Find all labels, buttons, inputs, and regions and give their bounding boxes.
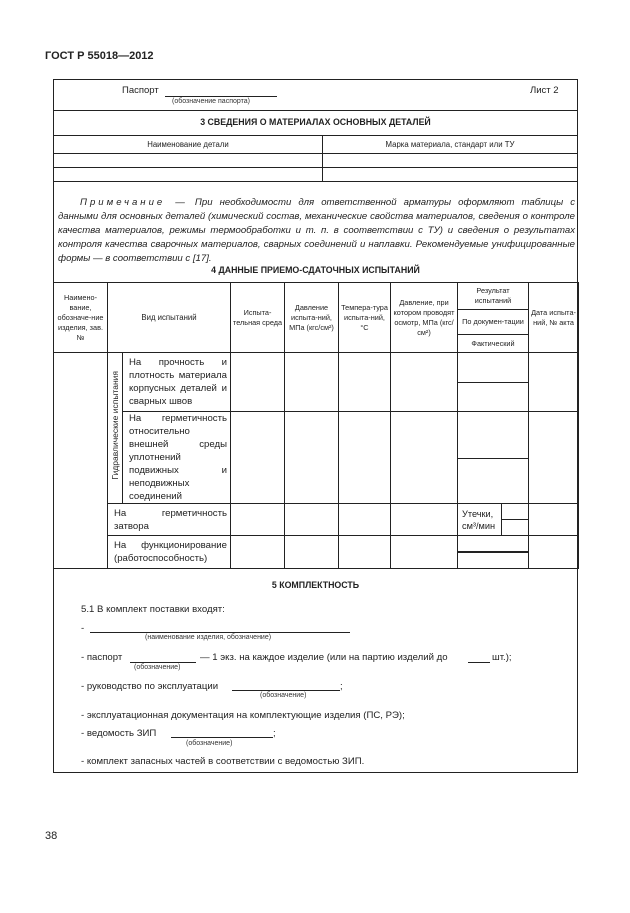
materials-col-part: Наименование детали [54,136,323,154]
item5-caption: (обозначение) [186,740,233,747]
table-cell [391,412,458,504]
table-cell [391,504,458,536]
item3-end: ; [340,681,343,692]
item2-end: шт.); [492,652,512,663]
item1-dash: - [81,623,85,634]
passport-label: Паспорт [122,85,159,96]
note-lead: Примечание — [80,197,188,208]
table-cell [529,536,579,569]
table-cell [339,412,391,504]
col-actual: Фактический [458,335,529,353]
col-temp: Темпера-тура испыта-ний, °С [339,283,391,353]
item6: - комплект запасных частей в соответствии с ведомостью ЗИП. [81,756,365,767]
col-by-doc: По докумен-тации [458,310,529,335]
table-cell [323,154,578,168]
col-name: Наимено-вание, обозначе-ние изделия, зав. № [54,283,108,353]
table-cell [458,458,529,503]
item4: - эксплуатационная документация на комплектующие изделия (ПС, РЭ); [81,710,405,721]
table-cell [231,536,285,569]
table-cell [339,536,391,569]
table-cell [391,536,458,569]
table-cell [54,168,323,182]
item1-line [90,632,350,633]
passport-line [165,96,277,97]
tests-table [53,282,579,569]
table-cell [529,504,579,536]
table-cell [339,504,391,536]
table-cell [502,504,529,520]
table-cell [285,504,339,536]
table-cell [285,412,339,504]
item3-label: - руководство по эксплуатации [81,681,219,692]
passport-caption: (обозначение паспорта) [172,98,250,105]
table-cell [339,353,391,412]
table-cell [54,154,323,168]
document-header: ГОСТ Р 55018—2012 [45,50,154,62]
table-cell [458,383,529,412]
table-cell [529,412,579,504]
table-cell [502,520,529,536]
note-text: При необходимости для ответственной арматуры оформляют таблицы с данными для основных деталей (химический состав, механические свойства материалов, сведения о контроле качества материалов, режимы термообработки и т. п. в соответствии с ТУ) и сведения о результатах контроля качества сварочных материалов, сварных соединений и наплавки. Рекомендуемые унифицированные формы — в соответствии с [17]. [58,197,576,264]
item3-line [232,690,340,691]
table-cell [285,536,339,569]
item2-text: — 1 экз. на каждое изделие (или на партию изделий до [200,652,448,663]
header-divider [53,110,578,111]
col-inspect: Давление, при котором проводят осмотр, МПа (кгс/см²) [391,283,458,353]
materials-table [53,135,578,182]
group-label: Гидравлические испытания [110,371,120,480]
item5-line [171,737,273,738]
item5-label: - ведомость ЗИП [81,728,157,739]
test-tightness-external: На герметичность относительно внешней среды уплотнений подвижных и неподвижных соединений [123,412,231,504]
item1-caption: (наименование изделия, обозначение) [145,634,272,641]
test-functioning: На функционирование (работоспособность) [108,536,231,569]
note-paragraph [58,196,575,266]
item5-end: ; [273,728,276,739]
page-number: 38 [45,830,58,842]
table-cell [391,353,458,412]
table-cell [529,353,579,412]
col-pressure: Давление испыта-ний, МПа (кгс/см²) [285,283,339,353]
table-cell [458,353,529,383]
table-cell [285,353,339,412]
item2-qty-line [468,662,490,663]
section5-title: 5 КОМПЛЕКТНОСТЬ [271,580,360,590]
col-date: Дата испыта-ний, № акта [529,283,579,353]
completeness-intro: 5.1 В комплект поставки входят: [81,604,225,615]
test-strength: На прочность и плотность материала корпусных деталей и сварных швов [123,353,231,412]
col-kind: Вид испытаний [108,283,231,353]
item2-line [130,662,196,663]
table-cell [323,168,578,182]
table-cell [458,553,529,569]
item2-caption: (обозначение) [134,664,181,671]
section3-title: 3 СВЕДЕНИЯ О МАТЕРИАЛАХ ОСНОВНЫХ ДЕТАЛЕЙ [200,117,431,127]
leakage-label: Утечки, см³/мин [458,504,502,536]
sheet-number: Лист 2 [530,85,559,96]
test-tightness-valve: На герметичность затвора [108,504,231,536]
table-cell [458,536,529,552]
item3-caption: (обозначение) [260,692,307,699]
table-cell [231,353,285,412]
table-cell [231,504,285,536]
group-label-cell [108,353,123,504]
col-result: Результат испытаний [458,283,529,310]
table-cell [231,412,285,504]
col-medium: Испыта-тельная среда [231,283,285,353]
table-cell [54,353,108,569]
table-cell [458,412,529,459]
item2-label: - паспорт [81,652,123,663]
materials-col-grade: Марка материала, стандарт или ТУ [323,136,578,154]
section4-title: 4 ДАННЫЕ ПРИЕМО-СДАТОЧНЫХ ИСПЫТАНИЙ [211,265,420,275]
